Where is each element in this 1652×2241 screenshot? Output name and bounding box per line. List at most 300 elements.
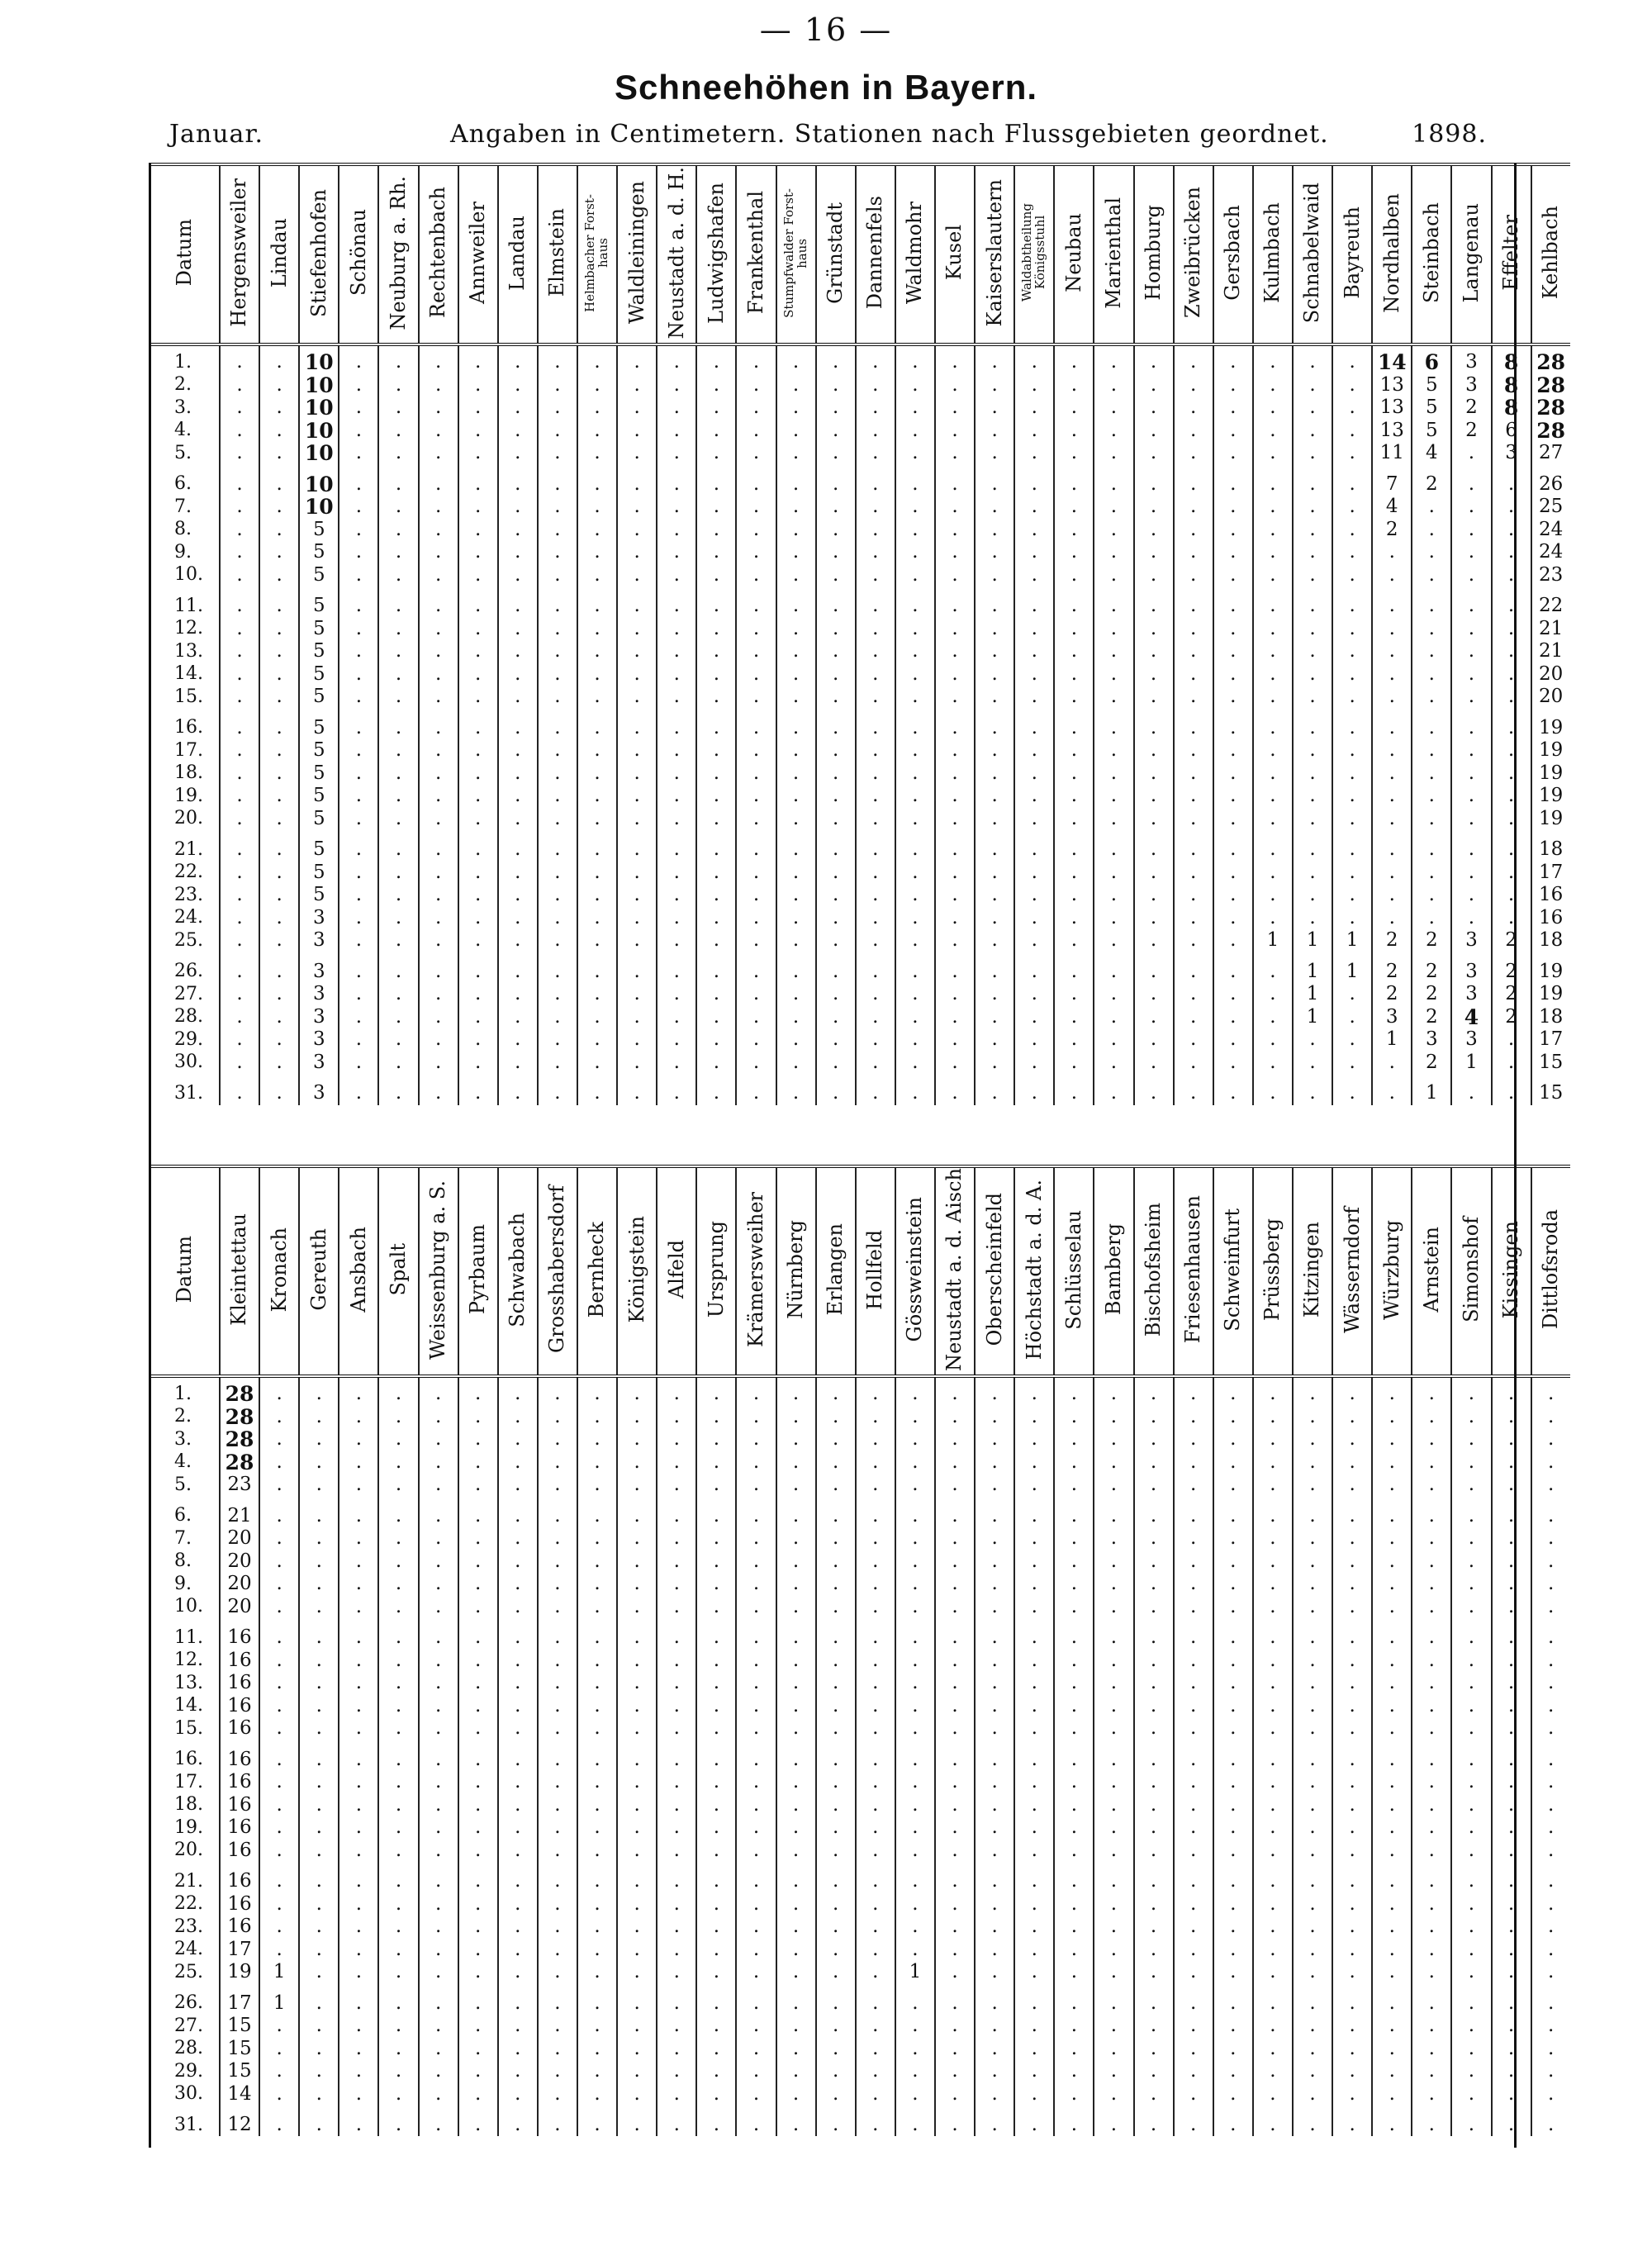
snow-value-cell: . <box>1094 686 1133 709</box>
snow-value-cell: . <box>696 1052 736 1075</box>
snow-value-cell: . <box>1412 1527 1451 1550</box>
snow-value-cell: . <box>1332 1573 1372 1596</box>
snow-value-cell: . <box>1253 396 1293 420</box>
snow-value-cell: . <box>1293 785 1332 808</box>
snow-value-cell: . <box>1213 586 1253 618</box>
snow-value-cell: . <box>220 465 259 496</box>
snow-value-cell: . <box>617 2037 657 2060</box>
snow-value-cell: . <box>1014 564 1054 587</box>
snow-value-cell: . <box>1054 1573 1094 1596</box>
snow-value-cell: . <box>259 640 299 663</box>
snow-value-cell: . <box>736 1961 776 1984</box>
spacer-cell <box>339 1376 378 1383</box>
snow-value-cell: . <box>1412 1694 1451 1717</box>
snow-value-cell: . <box>1332 1474 1372 1497</box>
table-row <box>151 640 1570 663</box>
snow-value-cell: . <box>975 830 1014 862</box>
snow-value-cell: . <box>895 762 935 786</box>
snow-value-cell: . <box>1451 519 1491 542</box>
snow-value-cell: . <box>220 442 259 465</box>
snow-value-cell: . <box>538 541 577 564</box>
snow-value-cell: . <box>696 907 736 930</box>
station-name: Landau <box>506 215 529 291</box>
table-row <box>151 1649 1570 1672</box>
snow-value-cell: 24 <box>1539 541 1564 563</box>
snow-value-cell: 5 <box>299 586 339 618</box>
snow-value-cell: . <box>895 808 935 831</box>
snow-value-cell: . <box>1134 862 1174 885</box>
snow-value-cell: . <box>378 1428 418 1451</box>
snow-value-cell: . <box>1412 907 1451 930</box>
snow-value-cell: . <box>220 351 259 374</box>
snow-value-cell: . <box>1134 564 1174 587</box>
snow-value-cell: . <box>1174 465 1213 496</box>
snow-value-cell: . <box>1332 541 1372 564</box>
snow-value-cell: 2 <box>1451 396 1491 420</box>
snow-value-cell: . <box>538 1618 577 1650</box>
snow-value-cell: . <box>617 1450 657 1474</box>
snow-value-cell: . <box>1293 762 1332 786</box>
snow-value-cell: 3 <box>1412 1028 1451 1052</box>
snow-value-cell: . <box>1134 952 1174 984</box>
snow-value-cell: . <box>1332 830 1372 862</box>
snow-value-cell: . <box>975 1474 1014 1497</box>
snow-value-cell: . <box>657 1649 696 1672</box>
snow-value-cell: . <box>1253 983 1293 1006</box>
snow-value-cell: . <box>696 884 736 907</box>
snow-value-cell: . <box>458 2106 498 2137</box>
spacer-cell <box>1332 1376 1372 1383</box>
snow-value-cell: . <box>419 519 458 542</box>
date-cell: 9. <box>151 1573 220 1596</box>
snow-value-cell: . <box>696 1550 736 1573</box>
snow-value-cell: . <box>498 1672 538 1695</box>
snow-value-cell: . <box>339 1006 378 1029</box>
snow-value-cell: . <box>1054 2060 1094 2083</box>
snow-value-cell: . <box>1014 2082 1054 2106</box>
snow-value-cell: . <box>1213 1771 1253 1794</box>
snow-value-cell: . <box>458 1740 498 1771</box>
snow-value-cell: . <box>895 830 935 862</box>
station-header-bayreuth <box>1332 164 1372 344</box>
station-header-hoechstadt-a-d-a <box>1014 1166 1054 1376</box>
snow-value-cell: . <box>1548 1595 1555 1617</box>
snow-value-cell: . <box>1213 1028 1253 1052</box>
snow-value-cell: . <box>856 983 895 1006</box>
station-header-friesenhausen <box>1174 1166 1213 1376</box>
table-row <box>151 442 1570 465</box>
snow-value-cell: . <box>577 1450 617 1474</box>
snow-value-cell: . <box>1054 1983 1094 2015</box>
snow-value-cell: . <box>1451 1474 1491 1497</box>
snow-value-cell: . <box>1213 396 1253 420</box>
snow-value-cell: . <box>1253 1740 1293 1771</box>
spacer-cell <box>458 1376 498 1383</box>
snow-value-cell: . <box>1014 1649 1054 1672</box>
table-row <box>151 1717 1570 1740</box>
snow-value-cell: . <box>617 586 657 618</box>
snow-value-cell: . <box>1412 519 1451 542</box>
snow-value-cell: 11 <box>1372 442 1412 465</box>
snow-value-cell: 28 <box>220 1405 259 1428</box>
snow-value-cell: . <box>816 1672 856 1695</box>
snow-value-cell: . <box>1174 564 1213 587</box>
snow-value-cell: . <box>1134 519 1174 542</box>
snow-value-cell: . <box>1293 1672 1332 1695</box>
snow-value-cell: . <box>1213 907 1253 930</box>
snow-value-cell: . <box>577 541 617 564</box>
station-header-schweinfurt <box>1213 1166 1253 1376</box>
snow-value-cell: . <box>1372 1450 1412 1474</box>
snow-value-cell: . <box>696 1474 736 1497</box>
station-header-nordhalben <box>1372 164 1412 344</box>
snow-value-cell: . <box>498 618 538 641</box>
snow-value-cell: . <box>1332 1383 1372 1406</box>
snow-value-cell: . <box>975 2106 1014 2137</box>
snow-value-cell: . <box>975 1573 1014 1596</box>
snow-value-cell: . <box>1054 1839 1094 1862</box>
snow-value-cell: . <box>1094 709 1133 740</box>
snow-value-cell: . <box>816 2106 856 2137</box>
date-cell: 31. <box>151 2106 220 2137</box>
snow-value-cell: 15 <box>220 2037 259 2060</box>
spacer-cell <box>696 344 736 351</box>
snow-value-cell: . <box>895 983 935 1006</box>
snow-value-cell: . <box>299 1793 339 1816</box>
snow-value-cell: . <box>458 785 498 808</box>
snow-value-cell: . <box>378 1450 418 1474</box>
snow-value-cell: . <box>1492 1793 1531 1816</box>
station-name: Elmstein <box>545 208 569 297</box>
snow-value-cell: . <box>259 983 299 1006</box>
snow-value-cell: . <box>419 1527 458 1550</box>
snow-value-cell: . <box>378 1793 418 1816</box>
snow-value-cell: . <box>1548 1694 1555 1716</box>
snow-value-cell: . <box>1134 785 1174 808</box>
snow-value-cell: . <box>1134 1006 1174 1029</box>
snow-value-cell: 16 <box>1539 906 1564 928</box>
snow-value-cell: . <box>1213 808 1253 831</box>
snow-value-cell: . <box>419 1028 458 1052</box>
snow-value-cell: . <box>1253 739 1293 762</box>
snow-value-cell: . <box>696 929 736 952</box>
snow-value-cell: . <box>1134 2060 1174 2083</box>
snow-value-cell: . <box>776 374 816 397</box>
table-row <box>151 929 1570 952</box>
snow-value-cell: . <box>696 351 736 374</box>
snow-value-cell: . <box>259 1694 299 1717</box>
snow-value-cell: . <box>458 1816 498 1840</box>
table-row <box>151 1527 1570 1550</box>
snow-value-cell: . <box>1332 1052 1372 1075</box>
snow-value-cell: . <box>935 1527 975 1550</box>
snow-value-cell: . <box>458 709 498 740</box>
snow-value-cell: . <box>458 686 498 709</box>
snow-value-cell: . <box>1451 1428 1491 1451</box>
date-cell: 28. <box>151 2037 220 2060</box>
snow-value-cell: . <box>1054 762 1094 786</box>
snow-value-cell: . <box>419 709 458 740</box>
snow-value-cell: . <box>1213 1816 1253 1840</box>
snow-value-cell: . <box>895 1694 935 1717</box>
snow-value-cell: . <box>1451 2015 1491 2038</box>
station-name: Nürnberg <box>783 1220 807 1319</box>
station-name: Steinbach <box>1419 202 1443 303</box>
snow-value-cell: . <box>538 420 577 443</box>
snow-value-cell: . <box>339 1383 378 1406</box>
spacer-cell <box>577 344 617 351</box>
snow-value-cell: . <box>538 1428 577 1451</box>
snow-value-cell: . <box>696 1771 736 1794</box>
snow-value-cell: . <box>577 686 617 709</box>
snow-value-cell: . <box>1451 808 1491 831</box>
station-header-marienthal <box>1094 164 1133 344</box>
snow-value-cell: 3 <box>1451 929 1491 952</box>
snow-value-cell: . <box>935 1052 975 1075</box>
station-name: Bayreuth <box>1340 207 1364 299</box>
snow-value-cell: . <box>577 2082 617 2106</box>
station-header-bischofsheim <box>1134 1166 1174 1376</box>
snow-value-cell: . <box>1492 541 1531 564</box>
snow-value-cell: . <box>1134 1816 1174 1840</box>
snow-value-cell: . <box>577 1717 617 1740</box>
snow-value-cell: . <box>378 1052 418 1075</box>
snow-value-cell: . <box>498 1892 538 1916</box>
snow-value-cell: . <box>696 519 736 542</box>
snow-value-cell: . <box>816 1496 856 1527</box>
snow-value-cell: . <box>458 2037 498 2060</box>
snow-value-cell: . <box>299 1550 339 1573</box>
snow-value-cell: . <box>617 929 657 952</box>
snow-value-cell: . <box>1492 1694 1531 1717</box>
snow-value-cell: . <box>1492 564 1531 587</box>
snow-value-cell: . <box>1174 618 1213 641</box>
station-name: Simonshof <box>1459 1217 1483 1322</box>
snow-value-cell: . <box>339 739 378 762</box>
snow-value-cell: . <box>1372 1595 1412 1618</box>
station-name: Würzburg <box>1379 1219 1403 1320</box>
snow-value-cell: . <box>220 739 259 762</box>
snow-value-cell: 21 <box>1539 640 1564 662</box>
station-name: Neuburg a. Rh. <box>386 175 410 330</box>
snow-value-cell: . <box>259 618 299 641</box>
snow-value-cell: . <box>1492 1649 1531 1672</box>
snow-value-cell: . <box>299 1892 339 1916</box>
snow-value-cell: . <box>538 1961 577 1984</box>
snow-value-cell: . <box>339 2015 378 2038</box>
snow-value-cell: . <box>1094 1496 1133 1527</box>
snow-value-cell: . <box>1492 884 1531 907</box>
snow-value-cell: . <box>856 2060 895 2083</box>
snow-value-cell: . <box>299 1771 339 1794</box>
snow-value-cell: . <box>935 396 975 420</box>
snow-value-cell: . <box>1174 1694 1213 1717</box>
date-cell: 21. <box>151 830 220 862</box>
snow-value-cell: . <box>736 465 776 496</box>
snow-value-cell: . <box>1213 374 1253 397</box>
snow-value-cell: . <box>419 1892 458 1916</box>
snow-value-cell: . <box>856 785 895 808</box>
snow-value-cell: . <box>856 618 895 641</box>
snow-value-cell: . <box>776 2060 816 2083</box>
snow-value-cell: . <box>895 2037 935 2060</box>
spacer-cell <box>1372 1376 1412 1383</box>
spacer-cell <box>1412 1376 1451 1383</box>
snow-value-cell: . <box>895 1618 935 1650</box>
snow-value-cell: . <box>1174 1892 1213 1916</box>
station-header-bamberg <box>1094 1166 1133 1376</box>
snow-value-cell: . <box>1213 709 1253 740</box>
snow-value-cell: . <box>1332 618 1372 641</box>
snow-value-cell: . <box>1492 1474 1531 1497</box>
snow-value-cell: . <box>657 1450 696 1474</box>
snow-value-cell: . <box>1174 1793 1213 1816</box>
snow-value-cell: . <box>1492 1938 1531 1961</box>
snow-value-cell: . <box>736 1496 776 1527</box>
snow-value-cell: . <box>378 1649 418 1672</box>
snow-value-cell: . <box>1293 1938 1332 1961</box>
snow-value-cell: . <box>657 442 696 465</box>
snow-value-cell: . <box>617 1527 657 1550</box>
snow-value-cell: . <box>856 739 895 762</box>
snow-value-cell: . <box>696 1892 736 1916</box>
snow-value-cell: . <box>419 1916 458 1939</box>
datum-header-label: Datum <box>173 1236 197 1303</box>
snow-value-cell: . <box>1293 709 1332 740</box>
snow-value-cell: . <box>1451 1383 1491 1406</box>
snow-value-cell: . <box>1253 663 1293 686</box>
snow-value-cell: . <box>538 1771 577 1794</box>
snow-value-cell: . <box>816 1839 856 1862</box>
snow-value-cell: . <box>1213 1527 1253 1550</box>
snow-value-cell: . <box>856 1383 895 1406</box>
snow-value-cell: . <box>1174 1006 1213 1029</box>
snow-value-cell: . <box>1548 1961 1555 1983</box>
snow-value-cell: . <box>1094 1405 1133 1428</box>
snow-value-cell: . <box>1492 496 1531 519</box>
snow-value-cell: . <box>498 808 538 831</box>
snow-value-cell: . <box>577 1816 617 1840</box>
snow-value-cell: 19 <box>1539 762 1564 784</box>
station-name: Bernheck <box>585 1221 609 1318</box>
snow-value-cell: . <box>378 739 418 762</box>
snow-value-cell: . <box>538 2082 577 2106</box>
snow-value-cell: . <box>259 1816 299 1840</box>
snow-value-cell: . <box>458 1450 498 1474</box>
snow-value-cell: . <box>1293 739 1332 762</box>
snow-value-cell: 3 <box>299 929 339 952</box>
spacer-cell <box>895 1376 935 1383</box>
station-name: Gersbach <box>1221 205 1245 301</box>
station-name: Kehlbach <box>1539 206 1563 300</box>
snow-value-cell: . <box>1054 1618 1094 1650</box>
snow-value-cell: . <box>657 1740 696 1771</box>
table-row <box>151 709 1570 740</box>
snow-value-cell: . <box>1372 785 1412 808</box>
snow-value-cell: . <box>378 351 418 374</box>
snow-value-cell: . <box>975 564 1014 587</box>
snow-value-cell: . <box>856 1618 895 1650</box>
snow-value-cell: . <box>1054 686 1094 709</box>
snow-value-cell: . <box>1332 2060 1372 2083</box>
snow-value-cell: . <box>736 862 776 885</box>
snow-value-cell: . <box>1451 1961 1491 1984</box>
snow-value-cell: 16 <box>220 1740 259 1771</box>
snow-value-cell: . <box>736 1450 776 1474</box>
snow-value-cell: . <box>657 1961 696 1984</box>
snow-value-cell: . <box>577 1961 617 1984</box>
snow-value-cell: 5 <box>299 884 339 907</box>
snow-value-cell: . <box>259 1740 299 1771</box>
snow-value-cell: . <box>1213 618 1253 641</box>
date-cell: 2. <box>151 1405 220 1428</box>
snow-value-cell: . <box>1372 2060 1412 2083</box>
snow-value-cell: . <box>1054 541 1094 564</box>
date-cell: 12. <box>151 1649 220 1672</box>
snow-value-cell: 5 <box>299 541 339 564</box>
snow-value-cell: . <box>1412 1740 1451 1771</box>
snow-value-cell: . <box>1174 442 1213 465</box>
snow-value-cell: . <box>577 1074 617 1105</box>
snow-value-cell: . <box>1094 640 1133 663</box>
snow-value-cell: . <box>1054 1862 1094 1893</box>
snow-value-cell: . <box>856 929 895 952</box>
snow-value-cell: . <box>220 929 259 952</box>
snow-value-cell: . <box>1134 830 1174 862</box>
snow-value-cell: 1 <box>1412 1074 1451 1105</box>
station-name: Zweibrücken <box>1181 187 1205 319</box>
snow-value-cell: . <box>816 1649 856 1672</box>
snow-value-cell: . <box>538 1916 577 1939</box>
snow-value-cell: . <box>1548 1892 1555 1915</box>
snow-value-cell: . <box>776 1450 816 1474</box>
snow-value-cell: . <box>1174 496 1213 519</box>
snow-value-cell: . <box>776 1052 816 1075</box>
table-row <box>151 1428 1570 1451</box>
snow-value-cell: . <box>1412 762 1451 786</box>
snow-value-cell: . <box>1451 618 1491 641</box>
snow-value-cell: . <box>378 907 418 930</box>
snow-value-cell: . <box>1174 709 1213 740</box>
snow-value-cell: 2 <box>1412 952 1451 984</box>
snow-value-cell: . <box>220 519 259 542</box>
snow-value-cell: 2 <box>1451 420 1491 443</box>
snow-value-cell: . <box>1253 1496 1293 1527</box>
snow-value-cell: . <box>259 519 299 542</box>
snow-value-cell: 21 <box>220 1496 259 1527</box>
snow-value-cell: . <box>259 952 299 984</box>
snow-value-cell: 5 <box>299 762 339 786</box>
snow-value-cell: . <box>776 1383 816 1406</box>
snow-value-cell: . <box>339 1694 378 1717</box>
snow-value-cell: . <box>975 1694 1014 1717</box>
snow-value-cell: . <box>220 785 259 808</box>
date-cell: 24. <box>151 1938 220 1961</box>
snow-value-cell: . <box>1014 1450 1054 1474</box>
snow-value-cell: . <box>1094 1717 1133 1740</box>
spacer-cell <box>657 1376 696 1383</box>
table-row <box>151 808 1570 831</box>
snow-value-cell: . <box>498 1527 538 1550</box>
snow-value-cell: . <box>339 541 378 564</box>
snow-value-cell: . <box>1094 1740 1133 1771</box>
snow-value-cell: . <box>776 519 816 542</box>
snow-value-cell: . <box>1412 1573 1451 1596</box>
station-header-rechtenbach <box>419 164 458 344</box>
snow-value-cell: . <box>458 1028 498 1052</box>
snow-value-cell: . <box>736 1816 776 1840</box>
snow-value-cell: . <box>299 2082 339 2106</box>
